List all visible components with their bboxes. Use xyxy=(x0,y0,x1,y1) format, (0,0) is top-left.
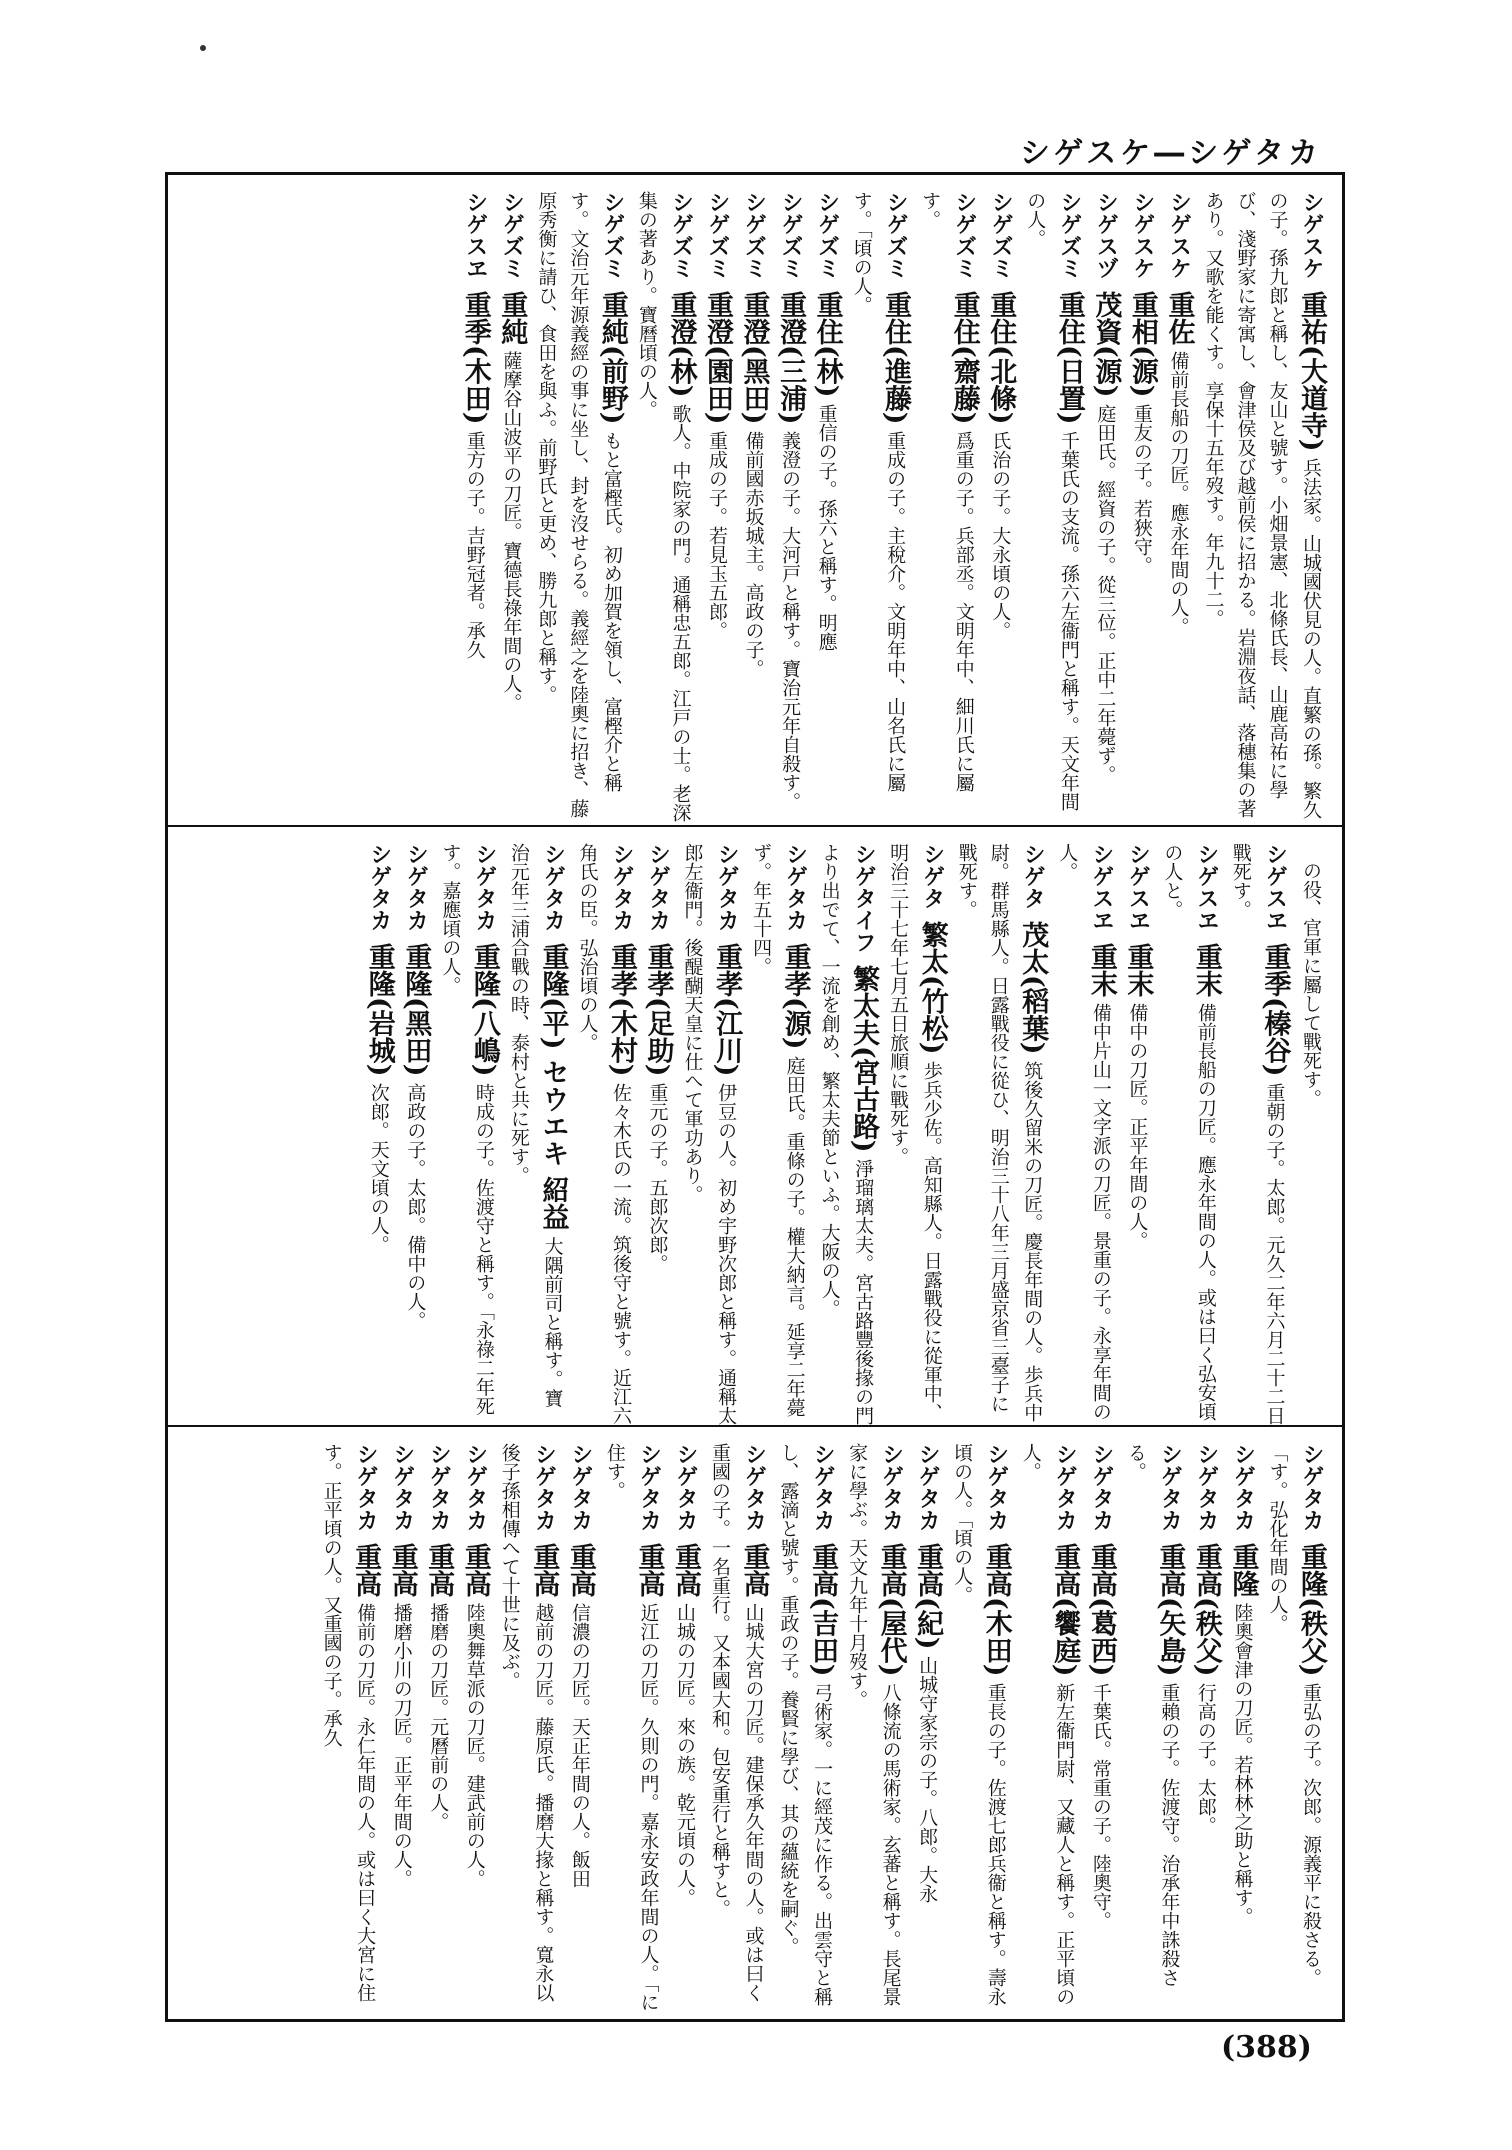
dictionary-entry xyxy=(914,191,981,825)
dictionary-entry xyxy=(745,843,812,1425)
scan-dot xyxy=(200,45,206,51)
entry-kana: シゲスケ xyxy=(1166,191,1192,279)
dictionary-entry xyxy=(421,1443,456,2019)
entry-headword: 重澄(三浦) xyxy=(775,291,807,425)
dictionary-entry xyxy=(882,843,949,1425)
entry-body: 重朝の子。太郎。元久二年六月二十二日戰死す。 xyxy=(1229,843,1286,1425)
entry-body: 歩兵少佐。高知縣人。日露戰役に從軍中、明治三十七年七月五日旅順に戰死す。 xyxy=(887,843,943,1422)
entry-headword: 重住(齋藤) xyxy=(948,291,980,425)
entry-headword: 重相(源) xyxy=(1126,291,1158,398)
entry-body: 陸奧會津の刀匠。若林林之助と稱す。 xyxy=(1231,1603,1254,1926)
entry-headword: 重高 xyxy=(528,1543,560,1597)
dictionary-entry xyxy=(910,1443,945,2019)
entry-kana: シゲスケ xyxy=(1299,191,1324,279)
dictionary-entry xyxy=(562,1443,597,2019)
entry-body: 備中の刀匠。正平年間の人。 xyxy=(1126,1003,1149,1250)
entry-headword: 重隆(平) セウエキ 紹益 xyxy=(537,943,569,1231)
dictionary-entry xyxy=(1225,1443,1260,2019)
entry-kana: シゲタカ xyxy=(471,843,497,931)
entry-kana: シゲタカ xyxy=(540,843,566,931)
dictionary-entry xyxy=(434,843,501,1425)
entry-body: 播磨小川の刀匠。正平年間の人。 xyxy=(390,1603,413,1888)
entry-kana: シゲタカ xyxy=(915,1443,941,1531)
entry-body: 時成の子。佐渡守と稱す。「永祿二年死す。嘉應頃の人。 xyxy=(439,843,495,1416)
entry-body: 新左衞門尉、又藏人と稱す。正平頃の人。 xyxy=(1019,1443,1076,2006)
entry-body: 備前長船の刀匠。應永年間の人。 xyxy=(1167,351,1190,636)
entry-headword: 重隆(岩城) xyxy=(363,943,395,1077)
dictionary-entry xyxy=(1051,843,1118,1425)
entry-body: 庭田氏。重條の子。權大納言。延享二年薨ず。年五十四。 xyxy=(750,843,806,1417)
entry-body: 次郎。天文頃の人。 xyxy=(367,1082,390,1254)
dictionary-entry xyxy=(814,843,881,1425)
dictionary-entry xyxy=(1293,843,1328,1425)
entry-kana: シゲスヱ xyxy=(1262,843,1288,931)
dictionary-entry xyxy=(384,1443,419,2019)
entry-body: 重成の子。若見玉五郎。 xyxy=(705,430,728,640)
dictionary-entry xyxy=(809,191,844,825)
tier-1 xyxy=(168,175,1342,825)
entry-headword: 重高 xyxy=(459,1543,491,1597)
dictionary-entry xyxy=(457,191,492,825)
entry-headword: 重澄(黑田) xyxy=(738,291,770,425)
entry-headword: 重佐 xyxy=(1163,291,1195,345)
dictionary-entry xyxy=(1083,1443,1118,2019)
entry-headword: 重隆(八嶋) xyxy=(468,943,500,1077)
entry-body: 大隅前司と稱す。寶治元年三浦合戰の時、泰村と共に死す。 xyxy=(507,843,564,1408)
entry-body: 山城大宮の刀匠。建保承久年間の人。或は曰く重國の子。一名重行。又本國大和。包安重行と稱すと。 xyxy=(708,1443,765,2002)
entry-headword: 重末 xyxy=(1190,943,1222,997)
entry-body: 重弘の子。次郎。源義平に殺さる。「す。弘化年間の人。 xyxy=(1266,1443,1322,1987)
dictionary-entry xyxy=(667,1443,702,2019)
entry-headword: 重高(吉田) xyxy=(807,1543,839,1677)
entry-headword: 重隆 xyxy=(1227,1543,1259,1597)
dictionary-entry xyxy=(1156,843,1223,1425)
entry-headword: 重高(紀) xyxy=(912,1543,944,1650)
entry-kana: シゲスヱ xyxy=(1193,843,1219,931)
entry-kana: シゲズミ xyxy=(778,191,804,279)
entry-body: 近江の刀匠。久則の門。嘉永安政年間の人。「に住す。 xyxy=(603,1443,660,2012)
entry-body: 信濃の刀匠。天正年間の人。飯田 xyxy=(568,1603,591,1888)
entry-headword: 茂資(源) xyxy=(1090,291,1122,398)
entry-headword: 重住(北條) xyxy=(985,291,1017,425)
entry-headword: 重季(木田) xyxy=(459,291,491,425)
entry-headword: 重高 xyxy=(738,1543,770,1597)
entry-kana: シゲズミ xyxy=(814,191,840,279)
entry-kana: シゲズミ xyxy=(883,191,909,279)
dictionary-entry xyxy=(1161,191,1196,825)
entry-headword: 重祐(大道寺) xyxy=(1296,291,1327,452)
entry-kana: シゲタカ xyxy=(983,1443,1009,1531)
entry-body: 千葉氏の支流。孫六左衞門と稱す。天文年間の人。 xyxy=(1024,191,1080,811)
entry-headword: 重孝(木村) xyxy=(605,943,637,1077)
entry-headword: 重孝(足助) xyxy=(642,943,674,1077)
entry-headword: 重高(葛西) xyxy=(1085,1543,1117,1677)
dictionary-entry xyxy=(846,191,913,825)
dictionary-entry xyxy=(1088,191,1123,825)
entry-body: 歌人。中院家の門。通稱忠五郎。江戸の士。老深集の著あり。寶曆頃の人。 xyxy=(635,191,692,822)
dictionary-entry xyxy=(1225,843,1292,1425)
entry-headword: 重澄(林) xyxy=(665,291,697,398)
entry-body: 重信の子。孫六と稱す。明應 xyxy=(815,403,838,651)
entry-body: 八條流の馬術家。玄蕃と稱す。長尾景家に學ぶ。天文九年十月歿す。 xyxy=(846,1443,902,2006)
dictionary-entry xyxy=(841,1443,908,2019)
dictionary-entry xyxy=(773,191,808,825)
dictionary-entry xyxy=(316,1443,383,2019)
entry-headword: 重孝(江川) xyxy=(711,943,743,1077)
entry-headword: 重孝(源) xyxy=(779,943,811,1050)
entry-headword: 重高(矢島) xyxy=(1154,1543,1186,1677)
entry-kana: シゲタカ xyxy=(782,843,808,931)
entry-kana: シゲタカ xyxy=(810,1443,836,1531)
dictionary-entry xyxy=(503,843,570,1425)
entry-body: 行高の子。太郎。 xyxy=(1194,1682,1217,1835)
entry-headword: 重高(秩父) xyxy=(1190,1543,1222,1677)
entry-kana: シゲタカ xyxy=(1230,1443,1256,1531)
entry-kana: シゲタカ xyxy=(1052,1443,1078,1531)
dictionary-entry xyxy=(640,843,675,1425)
dictionary-entry xyxy=(946,1443,1013,2019)
dictionary-entry xyxy=(599,1443,666,2019)
entry-kana: シゲスヅ xyxy=(1093,191,1119,279)
entry-headword: 重純(前野) xyxy=(596,291,628,425)
entry-headword: 茂太(稻葉) xyxy=(1017,921,1049,1055)
entry-kana: シゲタカ xyxy=(403,843,429,931)
dictionary-entry xyxy=(494,1443,561,2019)
entry-body: 備前の刀匠。永仁年間の人。或は曰く大宮に住す。正平頃の人。又重國の子。承久 xyxy=(320,1443,377,2002)
dictionary-entry xyxy=(1261,1443,1328,2019)
entry-body: 淨瑠璃太夫。宮古路豐後掾の門より出でて、一流を創め、繁太夫節といふ。大阪の人。 xyxy=(818,843,875,1425)
dictionary-entry xyxy=(983,191,1018,825)
entry-headword: 重末 xyxy=(1085,943,1117,997)
entry-body: 高政の子。太郎。備中の人。 xyxy=(404,1082,427,1330)
dictionary-entry xyxy=(1120,1443,1187,2019)
entry-body: 備前國赤坂城主。高政の子。 xyxy=(742,430,765,678)
dictionary-entry xyxy=(530,191,629,825)
entry-body: 備中片山一文字派の刀匠。景重の子。永享年間の人。 xyxy=(1056,843,1112,1421)
entry-body: 越前の刀匠。藤原氏。播磨大掾と稱す。寬永以後子孫相傳へて十世に及ぶ。 xyxy=(498,1443,555,2002)
entry-kana: シゲタカ xyxy=(567,1443,593,1531)
entry-headword: 重住(日置) xyxy=(1053,291,1085,425)
entry-headword: 重高(木田) xyxy=(980,1543,1012,1677)
entry-kana: シゲタイフ xyxy=(851,843,877,953)
entry-kana: シゲタカ xyxy=(1193,1443,1219,1531)
tier-2 xyxy=(168,825,1342,1425)
entry-body: 重賴の子。佐渡守。治承年中誅殺さる。 xyxy=(1124,1443,1181,1987)
entry-headword: 重澄(園田) xyxy=(701,291,733,425)
entry-kana: シゲスヱ xyxy=(462,191,488,279)
entry-body: 陸奧舞草派の刀匠。建武前の人。 xyxy=(463,1603,486,1888)
entry-kana: シゲズミ xyxy=(988,191,1014,279)
dictionary-entry xyxy=(773,1443,840,2019)
dictionary-entry xyxy=(494,191,529,825)
entry-kana: シゲズミ xyxy=(741,191,767,279)
entry-kana: シゲズミ xyxy=(668,191,694,279)
entry-kana: シゲズミ xyxy=(499,191,525,279)
entry-headword: 重高 xyxy=(423,1543,455,1597)
entry-kana: シゲタカ xyxy=(714,843,740,931)
entry-body: 備前長船の刀匠。應永年間の人。或は曰く弘安頃の人と。 xyxy=(1161,843,1217,1421)
dictionary-entry xyxy=(1019,191,1086,825)
entry-body: 重成の子。主稅介。文明年中、山名氏に屬す。「頃の人。 xyxy=(850,191,907,792)
entry-headword: 繁太(竹松) xyxy=(916,921,948,1055)
entry-kana: シゲタカ xyxy=(645,843,671,931)
dictionary-entry xyxy=(704,1443,771,2019)
dictionary-entry xyxy=(736,191,771,825)
entry-kana: シゲズミ xyxy=(599,191,625,279)
dictionary-entry xyxy=(1120,843,1155,1425)
entry-kana: シゲタカ xyxy=(672,1443,698,1531)
entry-headword: 重高(饗庭) xyxy=(1049,1543,1081,1677)
dictionary-entry xyxy=(677,843,744,1425)
entry-body: 播磨の刀匠。元曆前の人。 xyxy=(427,1603,450,1831)
entry-body: 氏治の子。大永頃の人。 xyxy=(989,430,1012,640)
entry-kana: シゲタカ xyxy=(531,1443,557,1531)
entry-body: 筑後久留米の刀匠。慶長年間の人。歩兵中尉。群馬縣人。日露戰役に從ひ、明治三十八年三月盛京省三臺子に戰死す。 xyxy=(955,843,1044,1422)
dictionary-entry xyxy=(457,1443,492,2019)
page-frame xyxy=(165,172,1345,2022)
entry-kana: シゲズミ xyxy=(704,191,730,279)
entry-kana: シゲタカ xyxy=(741,1443,767,1531)
entry-headword: 重高 xyxy=(564,1543,596,1597)
entry-kana: シゲタカ xyxy=(353,1443,379,1531)
entry-kana: シゲタ xyxy=(1020,843,1046,909)
tier-3 xyxy=(168,1425,1342,2019)
entry-headword: 重高 xyxy=(386,1543,418,1597)
entry-headword: 重季(榛谷) xyxy=(1259,943,1291,1077)
entry-headword: 重高 xyxy=(669,1543,701,1597)
page-number: (388) xyxy=(1220,2030,1312,2065)
entry-body: 兵法家。山城國伏見の人。直繁の孫。繁久の子。孫九郎と稱し、友山と號す。小畑景憲、北條氏長、山鹿高祐に學び、淺野家に寄寓し、會津侯及び越前侯に招かる。岩淵夜話、落穗集の著あり。又歌を能くす。享保十五年歿す。年九十二。 xyxy=(1202,191,1322,819)
dictionary-entry xyxy=(631,191,698,825)
entry-kana: シゲタカ xyxy=(1299,1443,1324,1531)
entry-kana: シゲタカ xyxy=(608,843,634,931)
entry-body: 爲重の子。兵部丞。文明年中、細川氏に屬す。 xyxy=(919,191,975,792)
dictionary-entry xyxy=(1197,191,1328,825)
entry-body: 千葉氏。常重の子。陸奧守。 xyxy=(1089,1682,1112,1930)
entry-kana: シゲタカ xyxy=(1088,1443,1114,1531)
entry-kana: シゲタカ xyxy=(878,1443,904,1531)
entry-body: もと富樫氏。初め加賀を領し、富樫介と稱す。文治元年源義經の事に坐し、封を沒せらる。義經之を陸奧に招き、藤原秀衡に請ひ、食田を與ふ。前野氏と更め、勝九郎と稱す。 xyxy=(535,191,623,818)
running-head: シゲスケ―シゲタカ xyxy=(1019,136,1322,171)
entry-body: 義澄の子。大河戸と稱す。寶治元年自殺す。 xyxy=(779,430,802,811)
entry-kana: シゲスケ xyxy=(1129,191,1155,279)
entry-kana: シゲタカ xyxy=(462,1443,488,1531)
entry-headword: 繁太夫(宮古路) xyxy=(848,965,880,1153)
entry-kana: シゲタカ xyxy=(426,1443,452,1531)
dictionary-entry xyxy=(1015,1443,1082,2019)
entry-kana: シゲズミ xyxy=(1056,191,1082,279)
entry-headword: 重住(林) xyxy=(811,291,843,398)
entry-headword: 重高 xyxy=(350,1543,382,1597)
entry-body: 伊豆の人。初め宇野次郎と稱す。通稱太郎左衞門。後醍醐天皇に仕へて軍功あり。 xyxy=(681,843,738,1425)
entry-body: の役、官軍に屬して戰死す。 xyxy=(1300,861,1322,1108)
dictionary-entry xyxy=(951,843,1050,1425)
entry-kana: シゲズミ xyxy=(951,191,977,279)
entry-body: 薩摩谷山波平の刀匠。寶德長祿年間の人。 xyxy=(500,351,523,712)
entry-kana: シゲスヱ xyxy=(1088,843,1114,931)
dictionary-entry xyxy=(699,191,734,825)
entry-kana: シゲスヱ xyxy=(1125,843,1151,931)
entry-headword: 重末 xyxy=(1122,943,1154,997)
entry-kana: シゲタ xyxy=(919,843,945,909)
entry-headword: 重高(屋代) xyxy=(875,1543,907,1677)
entry-kana: シゲタカ xyxy=(389,1443,415,1531)
dictionary-entry xyxy=(1124,191,1159,825)
entry-kana: シゲタカ xyxy=(366,843,392,931)
entry-headword: 重高 xyxy=(633,1543,665,1597)
entry-headword: 重住(進藤) xyxy=(880,291,912,425)
entry-body: 重元の子。五郎次郎。 xyxy=(646,1082,669,1273)
dictionary-entry xyxy=(571,843,638,1425)
entry-body: 弓術家。一に經茂に作る。出雲守と稱し、露滴と號す。重政の子。養賢に學び、其の蘊統を嗣ぐ。 xyxy=(777,1443,834,2006)
entry-body: 庭田氏。經資の子。從三位。正中二年薨ず。 xyxy=(1094,403,1117,784)
entry-body: 重友の子。若狹守。 xyxy=(1130,403,1153,575)
entry-body: 佐々木氏の一流。筑後守と號す。近江六角氏の臣。弘治頃の人。 xyxy=(576,843,632,1425)
entry-body: 山城の刀匠。來の族。乾元頃の人。 xyxy=(673,1603,696,1907)
dictionary-entry xyxy=(1188,1443,1223,2019)
dictionary-entry xyxy=(398,843,433,1425)
entry-kana: シゲタカ xyxy=(1157,1443,1183,1531)
entry-headword: 重隆(黑田) xyxy=(400,943,432,1077)
entry-headword: 重純 xyxy=(496,291,528,345)
entry-body: 重方の子。吉野冠者。承久 xyxy=(463,430,486,659)
entry-kana: シゲタカ xyxy=(636,1443,662,1531)
entry-body: 山城守家宗の子。八郎。大永 xyxy=(916,1655,939,1903)
entry-headword: 重隆(秩父) xyxy=(1296,1543,1327,1677)
entry-body: 重長の子。佐渡七郎兵衞と稱す。壽永頃の人。「頃の人。 xyxy=(951,1443,1007,2006)
dictionary-entry xyxy=(361,843,396,1425)
